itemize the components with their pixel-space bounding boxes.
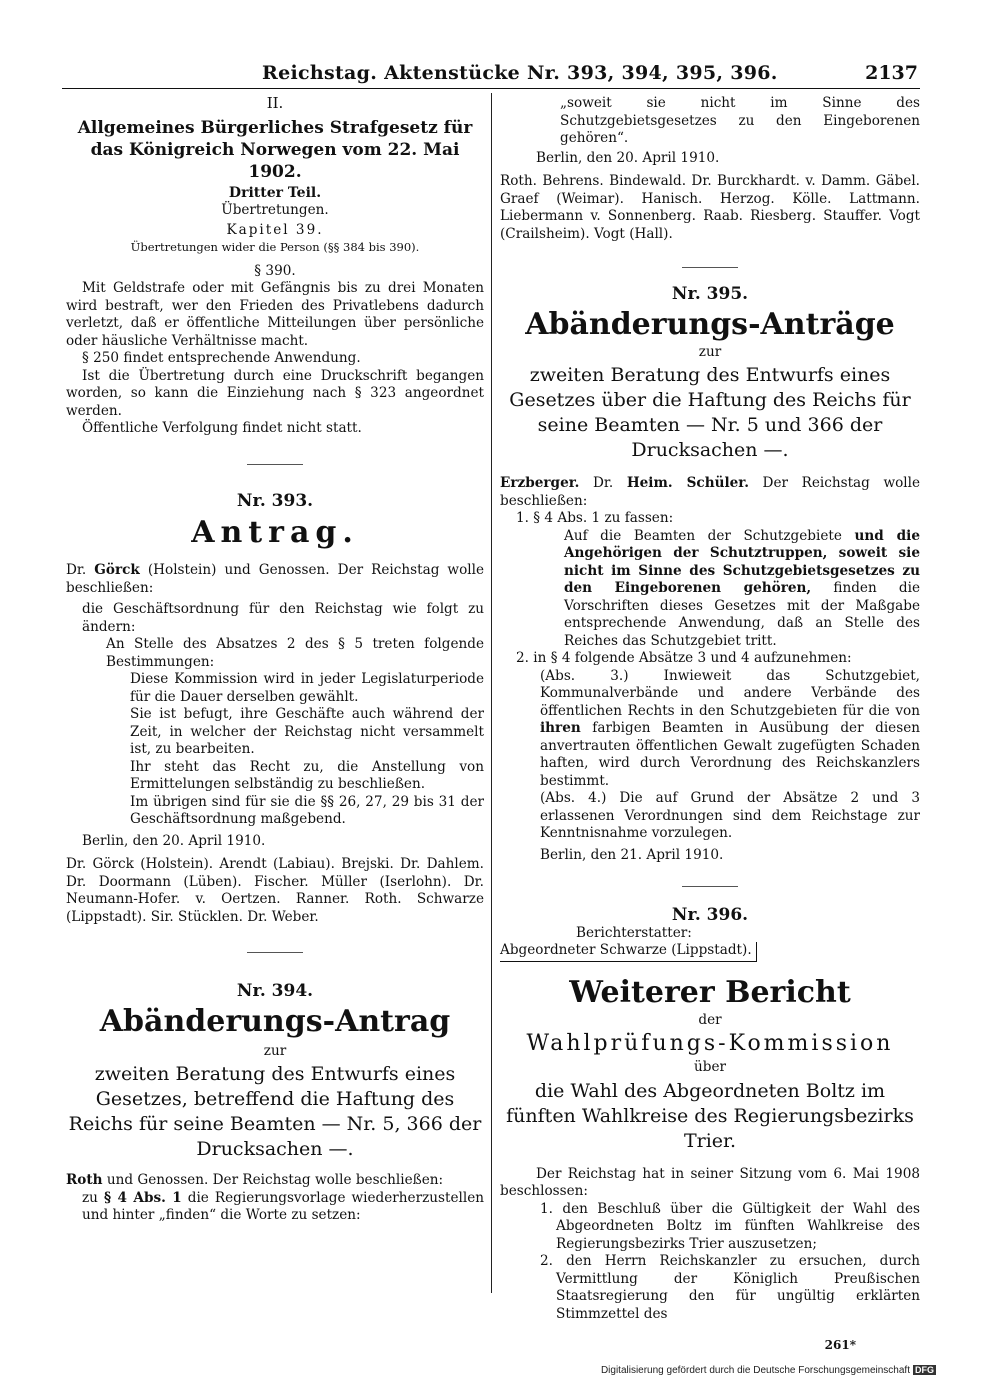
signer-list: Dr. Görck (Holstein). Arendt (Labiau). Brejski. Dr. Dahlem. Dr. Doormann (Lüben). Fischer. Müller (Iserlohn). Dr. Neumann-Hofer. v. Oertzen. Ranner. Roth. Schwarze (Lippstadt). Sir. Stücklen. Dr. Weber.: [66, 856, 484, 925]
document-number-395: Nr. 395.: [671, 284, 749, 304]
motion-intro: Roth und Genossen. Der Reichstag wolle beschließen:: [66, 1172, 444, 1188]
motion-text: An Stelle des Absatzes 2 des § 5 treten folgende Bestimmungen:: [106, 636, 484, 670]
page-number: 2137: [865, 62, 918, 84]
reporter-line: [500, 942, 920, 962]
amendment-subject: zweiten Beratung des Entwurfs eines Gesetzes über die Haftung des Reichs für seine Beamten — Nr. 5 und 366 der Drucksachen —.: [509, 364, 911, 461]
heading-zur: zur: [263, 1042, 287, 1059]
document-number-393: Nr. 393.: [236, 490, 314, 511]
document-number-394: Nr. 394.: [236, 981, 314, 1001]
motion-text: zu § 4 Abs. 1 die Regierungsvorlage wiederherzustellen und hinter „finden“ die Worte zu setzen:: [82, 1189, 484, 1223]
heading-zur: zur: [698, 343, 722, 360]
motion-text: Diese Kommission wird in jeder Legislaturperiode für die Dauer derselben gewählt.: [130, 671, 484, 705]
document-number-396: Nr. 396.: [671, 905, 749, 925]
signer-name: Görck: [94, 562, 140, 578]
motion-item: 1. § 4 Abs. 1 zu fassen:: [516, 510, 674, 526]
dfg-logo: DFG: [915, 1365, 934, 1375]
motion-item: 2. in § 4 folgende Absätze 3 und 4 aufzunehmen:: [516, 650, 852, 666]
motion-text: Ihr steht das Recht zu, die Anstellung von Ermittelungen selbständig zu beschließen.: [130, 758, 484, 792]
section-roman: II.: [266, 94, 284, 112]
digitization-credit: [601, 1365, 936, 1376]
header-title: Reichstag. Aktenstücke Nr. 393, 394, 395, 396.: [262, 62, 778, 84]
law-paragraph: Öffentliche Verfolgung findet nicht statt.: [82, 420, 362, 436]
reporter-name: Abgeordneter Schwarze (Lippstadt).: [500, 942, 757, 962]
motion-text: Im übrigen sind für sie die §§ 26, 27, 29 bis 31 der Geschäftsordnung maßgebend.: [130, 793, 484, 827]
heading-ueber: über: [694, 1059, 726, 1075]
motion-text: (Abs. 3.) Inwieweit das Schutzgebiet, Kommunalverbände und andere Verbände des öffentlichen Rechts in den Schutzgebieten für die von ihren farbigen Beamten in Ausübung der diesen anvertrauten öffentlichen Gewalt zugefügten Schaden haften, wird durch Verordnung des Reichskanzlers bestimmt.: [540, 667, 920, 789]
heading-amendment: Abänderungs-Antrag: [99, 1003, 451, 1039]
heading-report: Weiterer Bericht: [569, 974, 851, 1010]
credit-text: Digitalisierung gefördert durch die Deutsche Forschungsgemeinschaft: [600, 1365, 910, 1376]
law-title: Allgemeines Bürgerliches Strafgesetz für das Königreich Norwegen vom 22. Mai 1902.: [77, 117, 473, 182]
paragraph-number: § 390.: [254, 262, 296, 279]
left-column: [66, 95, 484, 1225]
heading-amendments: Abänderungs-Anträge: [525, 306, 895, 342]
part-heading: Dritter Teil.: [228, 184, 322, 201]
signer-list: Roth. Behrens. Bindewald. Dr. Burckhardt. v. Damm. Gäbel. Graef (Weimar). Hanisch. Herzog. Kölle. Lattmann. Liebermann v. Sonnenberg. Raab. Riesberg. Stauffer. Vogt (Crailsheim). Vogt (Hall).: [500, 173, 920, 242]
motion-date: Berlin, den 20. April 1910.: [82, 832, 266, 849]
reporter-label: Berichterstatter:: [576, 924, 692, 941]
report-item: 1. den Beschluß über die Gültigkeit der Wahl des Abgeordneten Boltz im fünften Wahlkreise des Regierungsbezirks Trier auszusetzen;: [540, 1200, 920, 1252]
chapter-title: Übertretungen wider die Person (§§ 384 bis 390).: [130, 240, 420, 254]
amendment-subject: zweiten Beratung des Entwurfs eines Gesetzes, betreffend die Haftung des Reichs für seine Beamten — Nr. 5, 366 der Drucksachen —.: [68, 1063, 482, 1160]
motion-text: Sie ist befugt, ihre Geschäfte auch während der Zeit, in welcher der Reichstag nicht versammelt ist, zu bearbeiten.: [130, 706, 484, 757]
report-text: Der Reichstag hat in seiner Sitzung vom 6. Mai 1908 beschlossen:: [500, 1165, 920, 1199]
part-title: Übertretungen.: [221, 202, 329, 218]
motion-text: die Geschäftsordnung für den Reichstag wie folgt zu ändern:: [82, 601, 484, 635]
signer-name: Erzberger.: [500, 475, 580, 491]
motion-intro: Dr. Görck (Holstein) und Genossen. Der Reichstag wolle beschließen:: [66, 562, 484, 596]
signer-name: Roth: [66, 1172, 103, 1188]
law-paragraph: § 250 findet entsprechende Anwendung.: [82, 350, 361, 366]
law-paragraph: Ist die Übertretung durch eine Druckschrift begangen worden, so kann die Einziehung nach § 323 angeordnet werden.: [66, 367, 484, 419]
chapter-heading: Kapitel 39.: [226, 221, 324, 238]
report-item: 2. den Herrn Reichskanzler zu ersuchen, durch Vermittlung der Königlich Preußischen Staatsregierung den für ungültig erklärten Stimmzettel des: [540, 1253, 920, 1322]
law-paragraph: Mit Geldstrafe oder mit Gefängnis bis zu drei Monaten wird bestraft, wer den Frieden des Privatlebens dadurch verletzt, daß er öffentliche Mitteilungen über persönliche oder häusliche Verhältnisse macht.: [66, 280, 484, 349]
motion-text: (Abs. 4.) Die auf Grund der Absätze 2 und 3 erlassenen Verordnungen sind dem Reichstage zur Kenntnisnahme vorzulegen.: [540, 790, 920, 841]
heading-antrag: Antrag.: [191, 515, 359, 550]
amendment-quote: „soweit sie nicht im Sinne des Schutzgebietsgesetzes zu den Eingeborenen gehören“.: [560, 95, 920, 146]
motion-date: Berlin, den 21. April 1910.: [540, 846, 724, 863]
motion-intro: Erzberger. Dr. Heim. Schüler. Der Reichstag wolle beschließen:: [500, 475, 921, 509]
right-column: [500, 95, 920, 1323]
commission-name: Wahlprüfungs-Kommission: [526, 1031, 894, 1056]
report-subject: die Wahl des Abgeordneten Boltz im fünften Wahlkreise des Regierungsbezirks Trier.: [506, 1079, 914, 1152]
signer-name: Heim. Schüler.: [626, 475, 749, 491]
motion-date: Berlin, den 20. April 1910.: [536, 149, 720, 166]
heading-der: der: [698, 1011, 722, 1028]
running-header: [62, 62, 920, 89]
sheet-signature: 261*: [824, 1338, 856, 1352]
column-divider: [491, 93, 492, 1293]
motion-text: Auf die Beamten der Schutzgebiete und die Angehörigen der Schutztruppen, soweit sie nicht im Sinne des Schutzgebietsgesetzes zu den Eingeborenen gehören, finden die Vorschriften dieses Gesetzes mit der Maßgabe entsprechende Anwendung, daß an Stelle des Reiches das Schutzgebiet tritt.: [564, 527, 920, 649]
